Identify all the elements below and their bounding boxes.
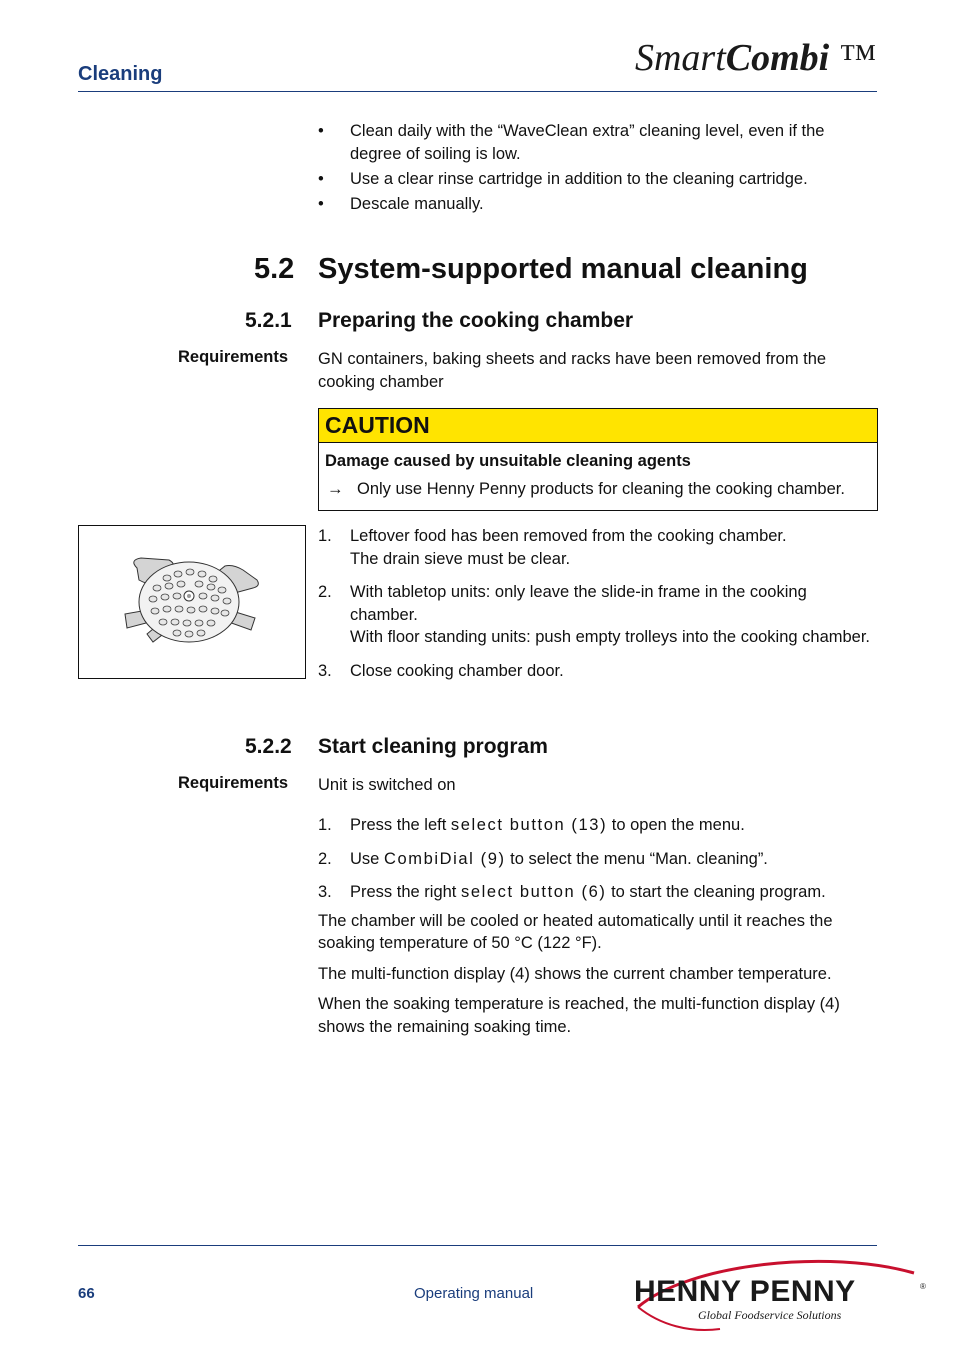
step-number: 2. (318, 583, 332, 601)
arrow-right-icon: → (327, 480, 344, 498)
control-reference: select button (13) (450, 816, 608, 834)
requirements-label: Requirements (178, 774, 289, 792)
step-text: With tabletop units: only leave the slide-in frame in the cooking chamber. (350, 583, 807, 624)
logo-tagline: Global Foodservice Solutions (698, 1308, 842, 1322)
list-item (318, 660, 878, 683)
list-item: 1. Press the left select button (13) to open the menu. (318, 814, 878, 837)
caution-text: Only use Henny Penny products for cleaning the cooking chamber. (357, 480, 845, 498)
list-item: • Clean daily with the “WaveClean extra” cleaning level, even if the degree of soiling is low. (318, 122, 825, 163)
step-number: 3. (318, 661, 332, 680)
steps-list-2 (318, 814, 878, 1046)
step-number: 1. (318, 816, 332, 834)
control-reference: CombiDial (9) (383, 849, 506, 868)
bullet-icon: • (318, 194, 324, 213)
list-item: • Use a clear rinse cartridge in addition to the cleaning cartridge. (318, 168, 878, 191)
requirements-text: Unit is switched on (318, 776, 456, 794)
section-number: 5.2 (254, 253, 295, 285)
step-note: With floor standing units: push empty trolleys into the cooking chamber. (350, 628, 871, 646)
requirements-label: Requirements (178, 348, 289, 366)
step-note: The drain sieve must be clear. (350, 549, 571, 568)
list-item (318, 525, 878, 570)
subsection-title: Preparing the cooking chamber (318, 309, 634, 332)
running-header-section: Cleaning (78, 63, 163, 85)
steps-list-1 (318, 525, 878, 693)
logo-wordmark: HENNY PENNY (634, 1275, 856, 1308)
subsection-heading-2 (245, 735, 885, 761)
drain-sieve-icon (79, 526, 305, 678)
body-paragraph: When the soaking temperature is reached, the multi-function display (4) shows the remaining soaking time. (318, 995, 840, 1036)
caution-box (318, 408, 878, 511)
caution-label: CAUTION (319, 409, 877, 443)
caution-title: Damage caused by unsuitable cleaning agents (325, 452, 691, 470)
brand-title (635, 36, 876, 80)
body-paragraph: The multi-function display (4) shows the current chamber temperature. (318, 964, 832, 983)
brand-light: Smart (634, 37, 726, 79)
section-heading (254, 253, 808, 286)
henny-penny-logo (630, 1255, 930, 1335)
subsection-title: Start cleaning program (318, 735, 548, 758)
bullet-icon: • (318, 169, 324, 188)
footer-label: Operating manual (414, 1285, 534, 1302)
section-title: System-supported manual cleaning (318, 253, 808, 285)
brand-tm: ™ (829, 37, 876, 79)
subsection-number: 5.2.2 (245, 735, 292, 758)
step-text: Close cooking chamber door. (350, 661, 564, 680)
step-number: 1. (318, 527, 332, 545)
control-reference: select button (6) (460, 883, 607, 901)
list-item: • Descale manually. (318, 193, 878, 216)
list-item (318, 581, 878, 649)
logo-swoosh-icon (630, 1255, 930, 1335)
bullet-icon: • (318, 122, 324, 140)
body-paragraph: The chamber will be cooled or heated automatically until it reaches the soaking temperature of 50 °C (122 °F). (318, 911, 833, 952)
registered-mark: ® (920, 1282, 926, 1291)
brand-bold: Combi (725, 37, 830, 79)
subsection-number: 5.2.1 (245, 309, 292, 332)
list-item: 2. Use CombiDial (9) to select the menu “Man. cleaning”. (318, 848, 878, 871)
step-text: Leftover food has been removed from the cooking chamber. (350, 527, 787, 545)
step-number: 3. (318, 883, 332, 901)
requirements-text: GN containers, baking sheets and racks have been removed from the cooking chamber (318, 350, 827, 391)
intro-bullet-list (318, 120, 878, 218)
footer-rule (78, 1245, 877, 1246)
drain-sieve-illustration (78, 525, 306, 679)
step-number: 2. (318, 849, 332, 868)
list-item: 3. Press the right select button (6) to start the cleaning program. (318, 881, 878, 904)
page-number: 66 (78, 1285, 95, 1302)
subsection-heading-1 (245, 309, 885, 335)
header-rule (78, 91, 877, 92)
